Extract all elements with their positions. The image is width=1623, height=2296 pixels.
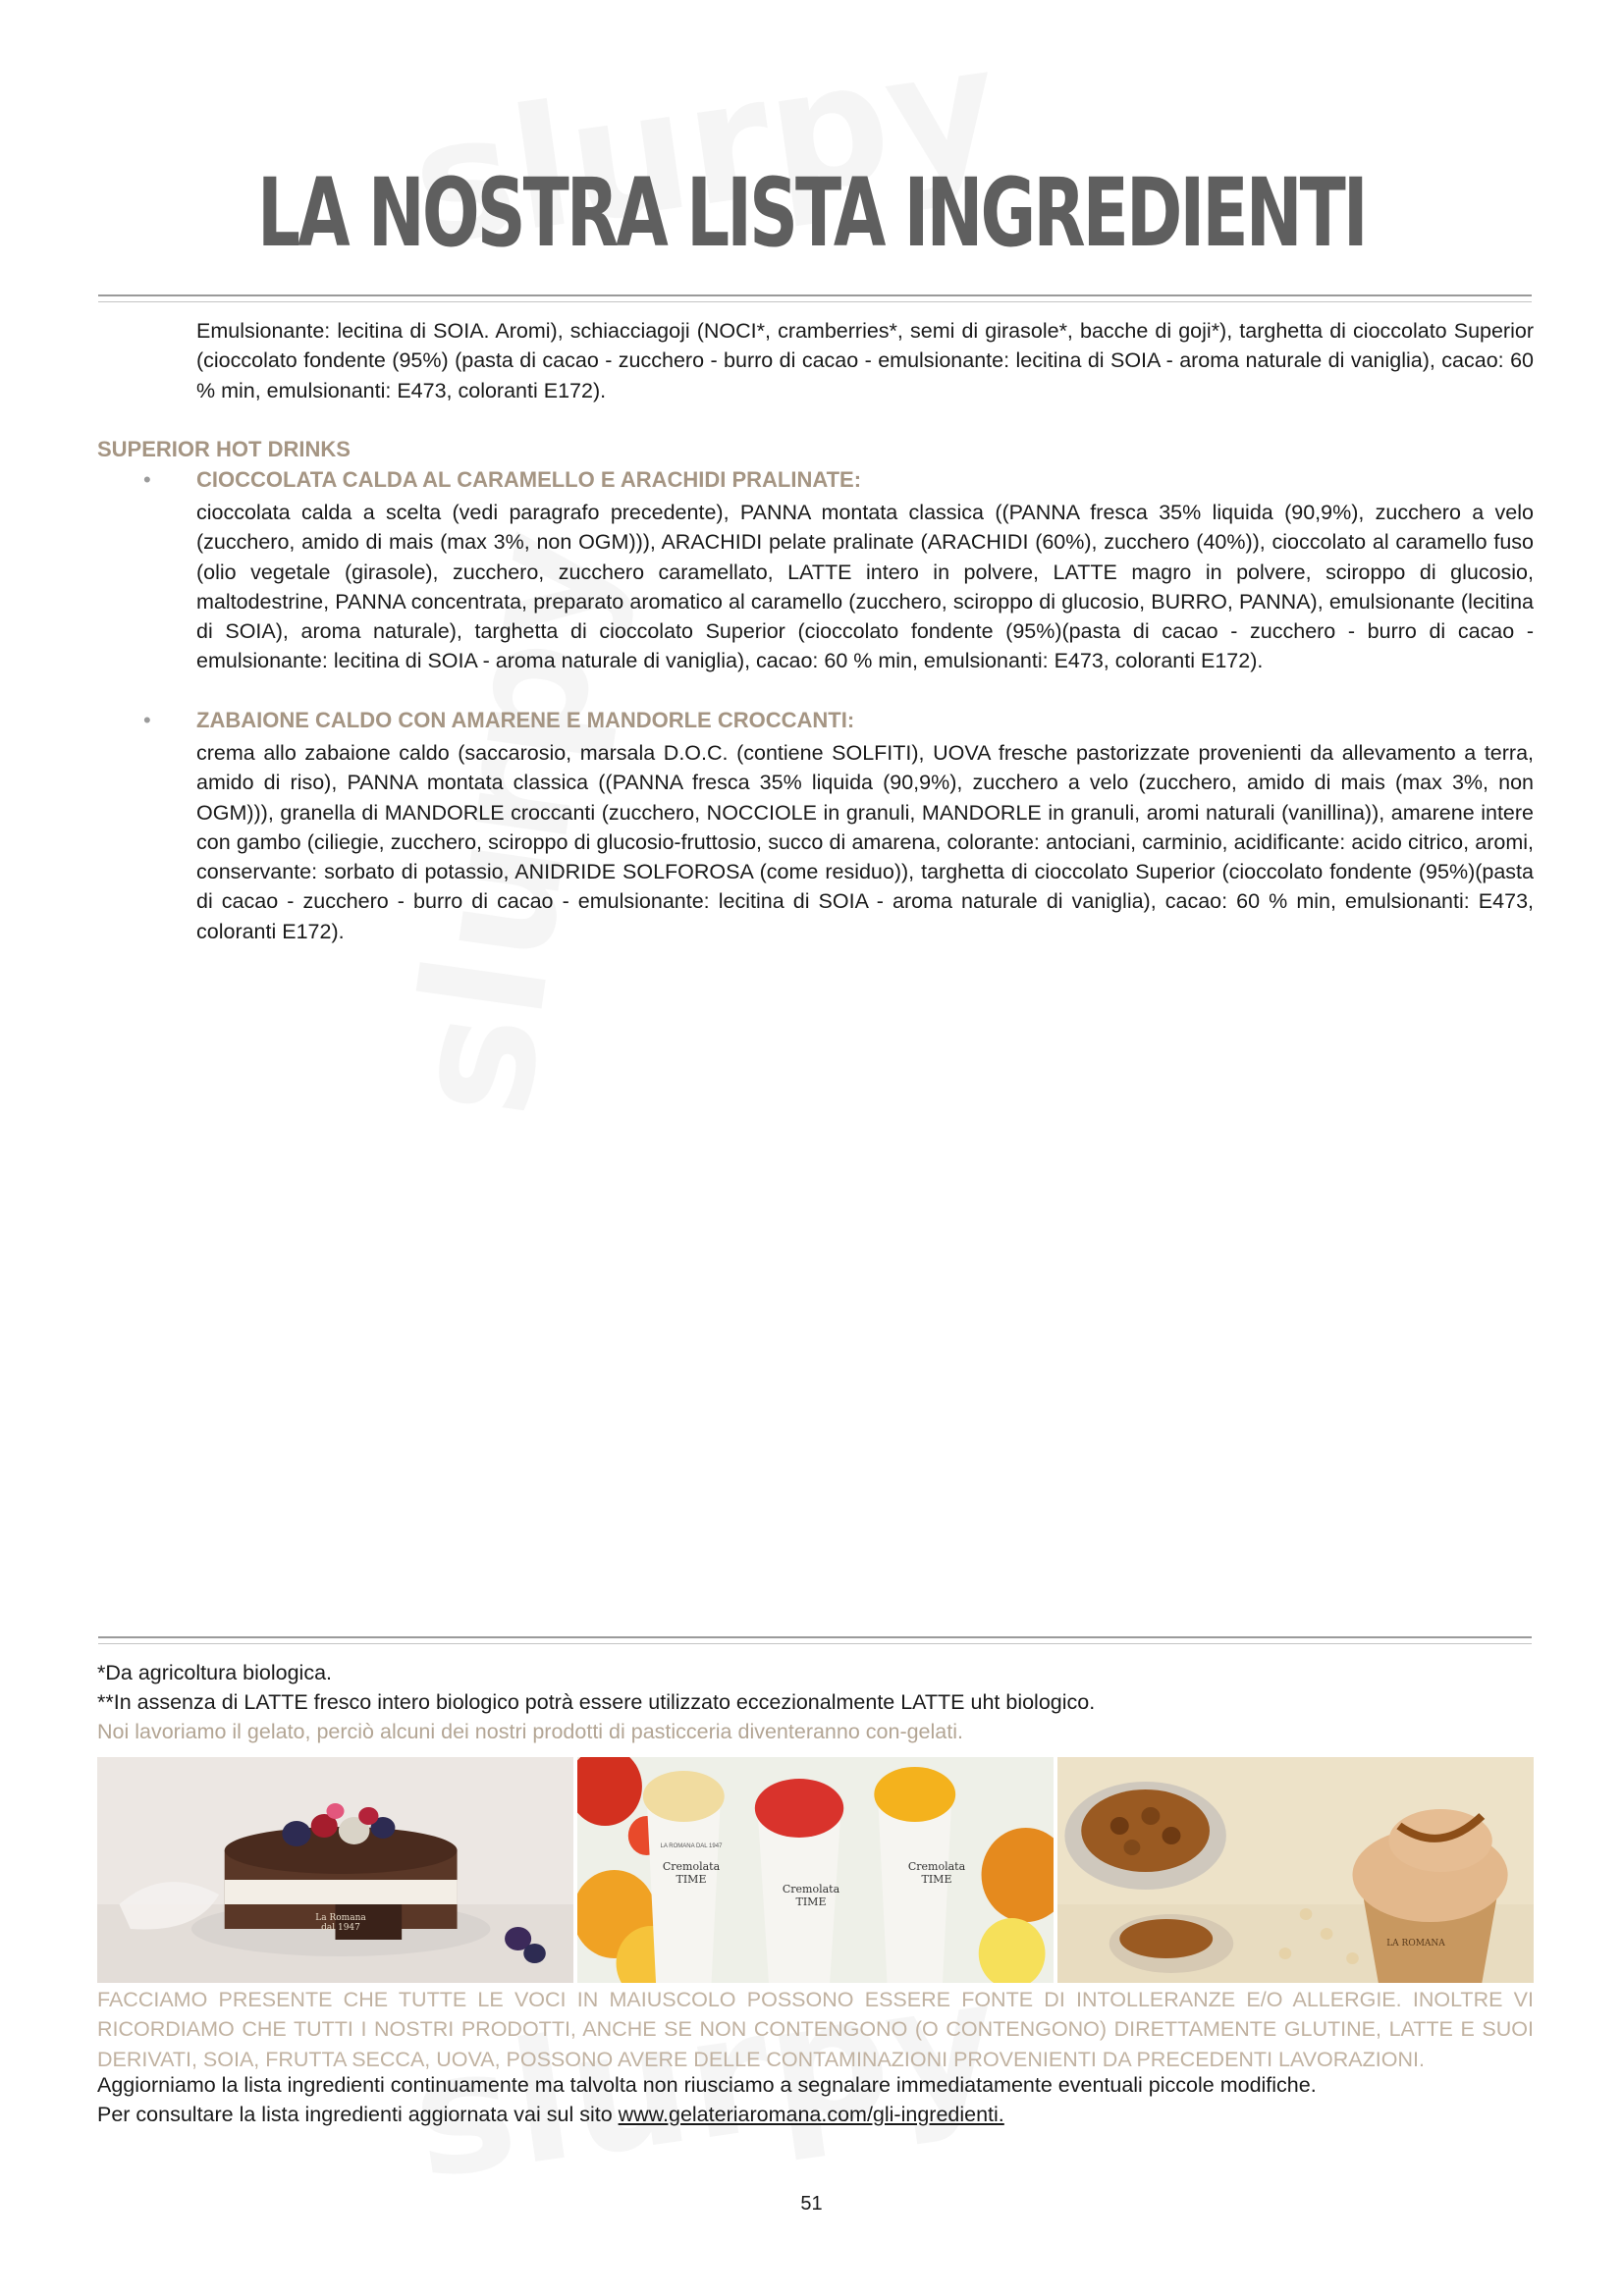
cup-label-middle: Cremolata TIME: [782, 1883, 840, 1908]
page-title: LA NOSTRA LISTA INGREDIENTI: [256, 158, 1366, 269]
cup-label-right: Cremolata TIME: [907, 1860, 966, 1886]
product-photos: [97, 1757, 1534, 1983]
bullet-1: •: [143, 467, 151, 492]
update-notice-line1: Aggiorniamo la lista ingredienti continuamente ma talvolta non riusciamo a segnalare immediatamente eventuali piccole modifiche.: [97, 2073, 1317, 2097]
top-divider: [98, 294, 1532, 302]
item-text-cioccolata: cioccolata calda a scelta (vedi paragrafo precedente), PANNA montata classica ((PANNA fresca 35% liquida (90,9%), zucchero a velo (zucchero, amido di mais (max 3%, non OGM))), ARACHIDI pelate pralinate (ARACHIDI (60%), zucchero (40%)), cioccolato al caramello fuso (olio vegetale (girasole), zucchero, zucchero caramellato, LATTE intero in polvere, LATTE magro in polvere, sciroppo di glucosio, maltodestrine, PANNA concentrata, preparato aromatico al caramello (zucchero, sciroppo di glucosio, BURRO, PANNA), emulsionante (lecitina di SOIA), aroma naturale), targhetta di cioccolato Superior (cioccolato fondente (95%)(pasta di cacao - zucchero - burro di cacao - emulsionante: lecitina di SOIA - aroma naturale di vaniglia), cacao: 60 % min, emulsionanti: E473, coloranti E172).: [196, 501, 1534, 673]
cremolata-photo: [577, 1757, 1054, 1983]
footnote-milk: **In assenza di LATTE fresco intero biologico potrà essere utilizzato eccezionalmente LATTE uht biologico.: [97, 1690, 1096, 1714]
intro-paragraph: Emulsionante: lecitina di SOIA. Aromi), schiacciagoji (NOCI*, cramberries*, semi di girasole*, bacche di goji*), targhetta di cioccolato Superior (cioccolato fondente (95%) (pasta di cacao - zucchero - burro di cacao - emulsionante: lecitina di SOIA - aroma naturale di vaniglia), cacao: 60 % min, emulsionanti: E473, coloranti E172).: [196, 319, 1534, 402]
bullet-2: •: [143, 708, 151, 732]
cup-brand-label: LA ROMANA: [1386, 1939, 1445, 1949]
cup-brand-left: LA ROMANA DAL 1947: [660, 1843, 723, 1849]
footnote-gelato: Noi lavoriamo il gelato, perciò alcuni dei nostri prodotti di pasticceria diventeranno con-gelati.: [97, 1720, 963, 1743]
footnote-organic: *Da agricoltura biologica.: [97, 1661, 333, 1684]
cake-label: La Romana dal 1947: [315, 1913, 366, 1933]
section-title: SUPERIOR HOT DRINKS: [97, 437, 351, 461]
cup-label-left: Cremolata TIME: [662, 1860, 721, 1886]
update-notice-line2: [97, 2103, 1004, 2127]
cake-photo: [97, 1757, 573, 1983]
allergy-notice: FACCIAMO PRESENTE CHE TUTTE LE VOCI IN MAIUSCOLO POSSONO ESSERE FONTE DI INTOLLERANZE E/O ALLERGIE. INOLTRE VI RICORDIAMO CHE TUTTI I NOSTRI PRODOTTI, ANCHE SE NON CONTENGONO (O CONTENGONO) DIRETTAMENTE GLUTINE, LATTE E SUOI DERIVATI, SOIA, FRUTTA SECCA, UOVA, POSSONO AVERE DELLE CONTAMINAZIONI PROVENIENTI DA PRECEDENTI LAVORAZIONI.: [97, 1988, 1534, 2071]
page-number: 51: [800, 2193, 823, 2215]
item-title-cioccolata: CIOCCOLATA CALDA AL CARAMELLO E ARACHIDI PRALINATE:: [196, 467, 862, 492]
bottom-divider: [98, 1636, 1532, 1644]
ingredients-link[interactable]: www.gelateriaromana.com/gli-ingredienti.: [618, 2103, 1004, 2126]
item-text-zabaione: crema allo zabaione caldo (saccarosio, marsala D.O.C. (contiene SOLFITI), UOVA fresche pastorizzate provenienti da allevamento a terra, amido di riso), PANNA montata classica ((PANNA fresca 35% liquida (90,9%), zucchero a velo (zucchero, amido di mais (max 3%, non OGM))), granella di MANDORLE croccanti (zucchero, NOCCIOLE in granuli, MANDORLE in granuli, aromi naturali (vanillina)), amarene intere con gambo (ciliegie, zucchero, sciroppo di glucosio-fruttosio, succo di amarena, colorante: antociani, carminio, acidificante: acido citrico, aromi, conservante: sorbato di potassio, ANIDRIDE SOLFOROSA (come residuo)), targhetta di cioccolato Superior (cioccolato fondente (95%)(pasta di cacao - zucchero - burro di cacao - emulsionante: lecitina di SOIA - aroma naturale di vaniglia), cacao: 60 % min, emulsionanti: E473, coloranti E172).: [196, 741, 1534, 943]
peanut-gelato-photo: [1057, 1757, 1534, 1983]
update-notice-prefix: Per consultare la lista ingredienti aggiornata vai sul sito: [97, 2103, 619, 2126]
item-title-zabaione: ZABAIONE CALDO CON AMARENE E MANDORLE CROCCANTI:: [196, 708, 855, 732]
